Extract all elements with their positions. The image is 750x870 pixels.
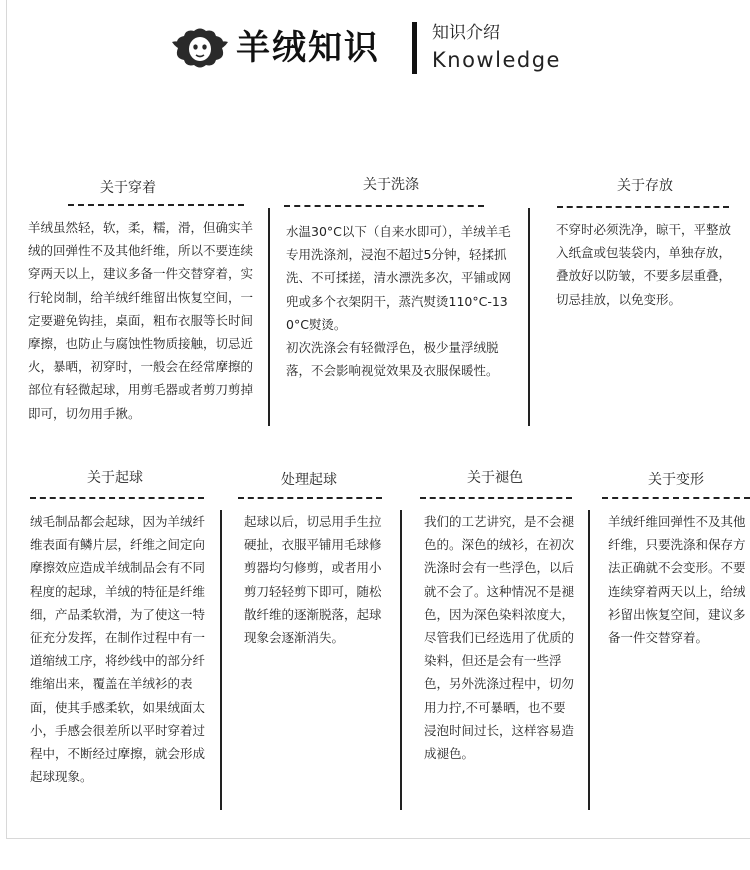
section-title-handling: 处理起球 <box>281 472 337 488</box>
section-body-pilling: 绒毛制品都会起球，因为羊绒纤维表面有鳞片层，纤维之间定向摩擦效应造成羊绒制品会有不同程度的起球，羊绒的特征是纤维细，产品柔软滑，为了使这一特征充分发挥，在制作过程中有一道缩绒工序，将纱线中的部分纤维缩出来，覆盖在羊绒衫的表面，使其手感柔软，如果绒面太小，手感会很差所以平时穿着过程中，不断经过摩擦，就会形成起球现象。 <box>30 514 206 785</box>
section-divider-pilling <box>30 497 204 499</box>
section-body-washing <box>286 220 516 382</box>
section-separator <box>268 208 270 426</box>
section-divider-deform <box>602 497 750 499</box>
sheep-logo-icon <box>170 26 230 70</box>
section-separator <box>400 510 402 810</box>
frame-bottom-border <box>6 838 750 839</box>
title-divider <box>412 22 417 74</box>
section-title-pilling: 关于起球 <box>87 470 143 486</box>
section-body-fading: 我们的工艺讲究，是不会褪色的。深色的绒衫，在初次洗涤时会有一些浮色，以后就不会了。这种情况不是褪色，因为深色染料浓度大，尽管我们已经选用了优质的染料，但还是会有一些浮色，另外洗涤过程中，切勿用力拧,不可暴晒，也不要浸泡时间过长，这样容易造成褪色。 <box>424 514 575 762</box>
frame-left-border <box>6 0 7 838</box>
section-divider-washing <box>284 205 484 207</box>
section-divider-fading <box>420 497 572 499</box>
section-separator <box>220 510 222 810</box>
section-body-storage: 不穿时必须洗净，晾干，平整放入纸盒或包装袋内，单独存放，叠放好以防皱，不要多层重叠，切忌挂放，以免变形。 <box>556 222 732 307</box>
section-separator <box>528 208 530 426</box>
washing-paragraph-1: 水温30°C以下（自来水即可），羊绒羊毛专用洗涤剂，浸泡不超过5分钟，轻揉抓洗、不可揉搓，清水漂洗多次，平铺或网兜或多个衣架阴干，蒸汽熨烫110°C-130°C熨烫。 <box>286 224 512 332</box>
section-body-deform: 羊绒纤维回弹性不及其他纤维，只要洗涤和保存方法正确就不会变形。不要连续穿着两天以上，给绒衫留出恢复空间，建议多备一件交替穿着。 <box>608 514 746 646</box>
page-subtitle-cn: 知识介绍 <box>432 23 500 43</box>
section-divider-storage <box>557 206 729 208</box>
section-divider-wearing <box>68 204 244 206</box>
section-body-wearing: 羊绒虽然轻，软，柔，糯，滑，但确实羊绒的回弹性不及其他纤维，所以不要连续穿两天以上，建议多备一件交替穿着，实行轮岗制，给羊绒纤维留出恢复空间，一定要避免钩挂，桌面，粗布衣服等长时间摩擦，也防止与腐蚀性物质接触，切忌近火，暴晒，初穿时，一般会在经常摩擦的部位有轻微起球，用剪毛器或者剪刀剪掉即可，切勿用手揪。 <box>28 220 254 421</box>
section-title-wearing: 关于穿着 <box>100 180 156 196</box>
section-title-storage: 关于存放 <box>617 178 673 194</box>
section-title-deform: 关于变形 <box>648 472 704 488</box>
section-separator <box>588 510 590 810</box>
section-divider-handling <box>238 497 382 499</box>
page-header <box>170 18 590 78</box>
section-title-fading: 关于褪色 <box>467 470 523 486</box>
section-body-handling: 起球以后，切忌用手生拉硬扯，衣服平铺用毛球修剪器均匀修剪，或者用小剪刀轻轻剪下即可，随松散纤维的逐渐脱落，起球现象会逐渐消失。 <box>244 514 382 646</box>
section-title-washing: 关于洗涤 <box>363 177 419 193</box>
page-subtitle-en: Knowledge <box>432 48 561 72</box>
washing-paragraph-2: 初次洗涤会有轻微浮色，极少量浮绒脱落，不会影响视觉效果及衣服保暖性。 <box>286 340 499 379</box>
page-title: 羊绒知识 <box>236 28 380 68</box>
